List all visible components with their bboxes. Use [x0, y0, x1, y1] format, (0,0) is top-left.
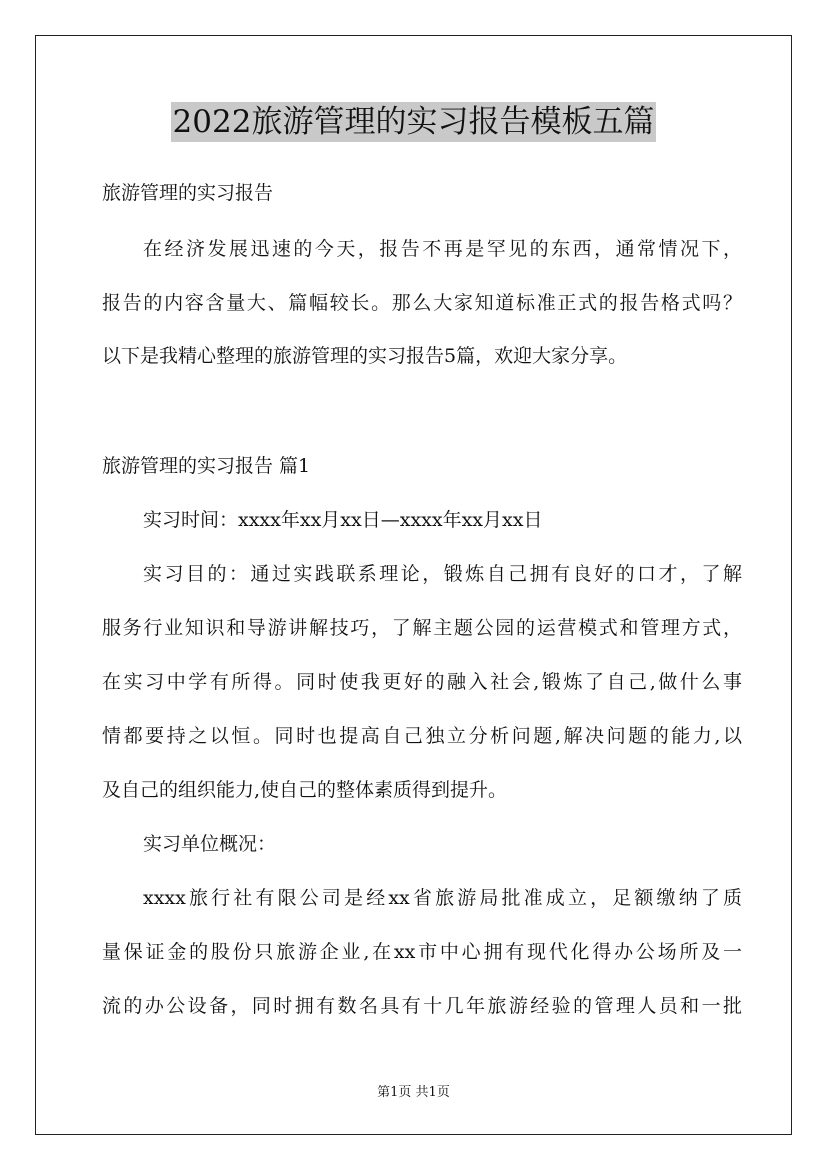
article-heading: 旅游管理的实习报告 篇1 [102, 455, 311, 477]
intro-line-3: 以下是我精心整理的旅游管理的实习报告5篇，欢迎大家分享。 [102, 345, 628, 367]
purpose-line-3: 在实习中学有所得。同时使我更好的融入社会,锻炼了自己,做什么事 [102, 671, 742, 693]
purpose-line-1: 实习目的：通过实践联系理论，锻炼自己拥有良好的口才，了解 [143, 563, 742, 585]
intro-line-1: 在经济发展迅速的今天，报告不再是罕见的东西，通常情况下， [143, 238, 742, 260]
section-heading: 旅游管理的实习报告 [102, 182, 274, 204]
unit-line-1: xxxx旅行社有限公司是经xx省旅游局批准成立，足额缴纳了质 [143, 887, 742, 909]
page-footer: 第1页 共1页 [377, 1085, 450, 1100]
purpose-line-2: 服务行业知识和导游讲解技巧，了解主题公园的运营模式和管理方式， [102, 617, 742, 639]
intro-line-2: 报告的内容含量大、篇幅较长。那么大家知道标准正式的报告格式吗？ [102, 292, 742, 314]
unit-line-2: 量保证金的股份只旅游企业,在xx市中心拥有现代化得办公场所及一 [102, 941, 742, 963]
title-container [0, 102, 827, 142]
unit-heading: 实习单位概况： [143, 833, 277, 855]
purpose-line-5: 及自己的组织能力,使自己的整体素质得到提升。 [102, 779, 508, 801]
internship-time: 实习时间：xxxx年xx月xx日—xxxx年xx月xx日 [143, 509, 543, 531]
purpose-line-4: 情都要持之以恒。同时也提高自己独立分析问题,解决问题的能力,以 [102, 725, 742, 747]
document-title: 2022旅游管理的实习报告模板五篇 [172, 104, 655, 140]
unit-line-3: 流的办公设备，同时拥有数名具有十几年旅游经验的管理人员和一批 [102, 995, 742, 1017]
